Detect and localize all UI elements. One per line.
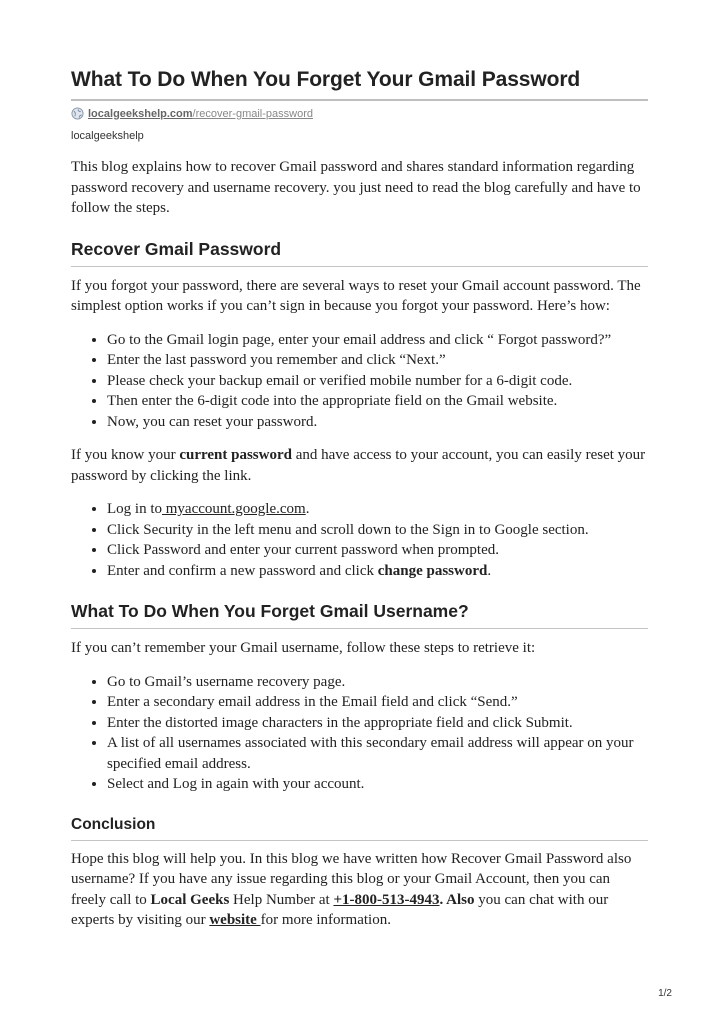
list-item: • Then enter the 6-digit code into the appropriate field on the Gmail website.	[107, 391, 648, 412]
forget-username-paragraph: If you can’t remember your Gmail username, follow these steps to retrieve it:	[71, 640, 536, 656]
source-line	[71, 107, 648, 120]
list-item: • Click Password and enter your current password when prompted.	[107, 540, 648, 561]
recover-steps-list	[71, 330, 648, 433]
source-path-link[interactable]: /recover-gmail-password	[192, 107, 313, 120]
text-segment: Help Number at	[229, 891, 334, 908]
text-segment: Hope this blog will help you. In this blog we have written how Recover Gmail Password also username? If you have any issue regarding this blog or your Gmail Account, then you can freely call to	[71, 850, 632, 908]
author-name: localgeekshelp	[71, 130, 144, 142]
phone-number[interactable]: +1-800-513-4943	[333, 891, 440, 908]
source-domain-link[interactable]: localgeekshelp.com	[88, 107, 193, 120]
list-item: • Go to Gmail’s username recovery page.	[107, 672, 648, 693]
website-link-label[interactable]: website	[209, 912, 261, 928]
text-segment: you can chat with our experts by visiting our	[71, 891, 609, 928]
list-item: • Go to the Gmail login page, enter your email address and click “ Forgot password?”	[107, 330, 648, 351]
bold-text: change password	[377, 562, 488, 579]
text-segment: .	[487, 562, 492, 579]
page-number: 1/2	[658, 988, 672, 999]
text-segment: Log in to	[107, 501, 162, 517]
text-segment: and have access to your account, you can easily reset your password by clicking the link.	[71, 447, 646, 484]
text-segment: Enter and confirm a new password and click	[107, 562, 378, 579]
myaccount-link[interactable]: myaccount.google.com	[162, 501, 306, 517]
phone-link[interactable]	[333, 892, 439, 908]
change-password-steps-list	[71, 499, 648, 581]
list-item: • Now, you can reset your password.	[107, 412, 648, 433]
recover-password-paragraph: If you forgot your password, there are several ways to reset your Gmail account password. The simplest option works if you can’t sign in because you forgot your password. Here’s how:	[71, 277, 641, 314]
brand-name: Local Geeks	[150, 891, 230, 908]
website-link[interactable]	[209, 912, 260, 928]
username-steps-list	[71, 672, 648, 795]
globe-icon	[71, 107, 84, 120]
list-item: • A list of all usernames associated with this secondary email address will appear on your specified email address.	[107, 733, 648, 774]
list-item: • Enter the last password you remember and click “Next.”	[107, 350, 648, 371]
list-item: • Click Security in the left menu and scroll down to the Sign in to Google section.	[107, 520, 648, 541]
section-heading-recover-password: Recover Gmail Password	[71, 239, 648, 267]
text-segment: .	[305, 501, 310, 517]
document-page	[71, 0, 648, 931]
list-item: • Please check your backup email or verified mobile number for a 6-digit code.	[107, 371, 648, 392]
list-item: • Enter a secondary email address in the Email field and click “Send.”	[107, 692, 648, 713]
current-password-paragraph	[71, 445, 648, 486]
bold-text: . Also	[439, 891, 475, 908]
text-segment: for more information.	[260, 912, 391, 928]
section-heading-conclusion: Conclusion	[71, 816, 648, 841]
section-heading-forget-username: What To Do When You Forget Gmail Username?	[71, 601, 648, 629]
list-item: • Select and Log in again with your account.	[107, 774, 648, 795]
conclusion-paragraph	[71, 849, 648, 931]
page-title: What To Do When You Forget Your Gmail Password	[71, 68, 648, 101]
list-item: • Enter the distorted image characters in the appropriate field and click Submit.	[107, 713, 648, 734]
list-item	[107, 561, 648, 582]
text-segment: If you know your	[71, 447, 180, 463]
list-item	[107, 499, 648, 520]
bold-text: current password	[179, 447, 292, 463]
intro-paragraph: This blog explains how to recover Gmail password and shares standard information regarding password recovery and username recovery. you just need to read the blog carefully and have to follow the steps.	[71, 159, 641, 216]
